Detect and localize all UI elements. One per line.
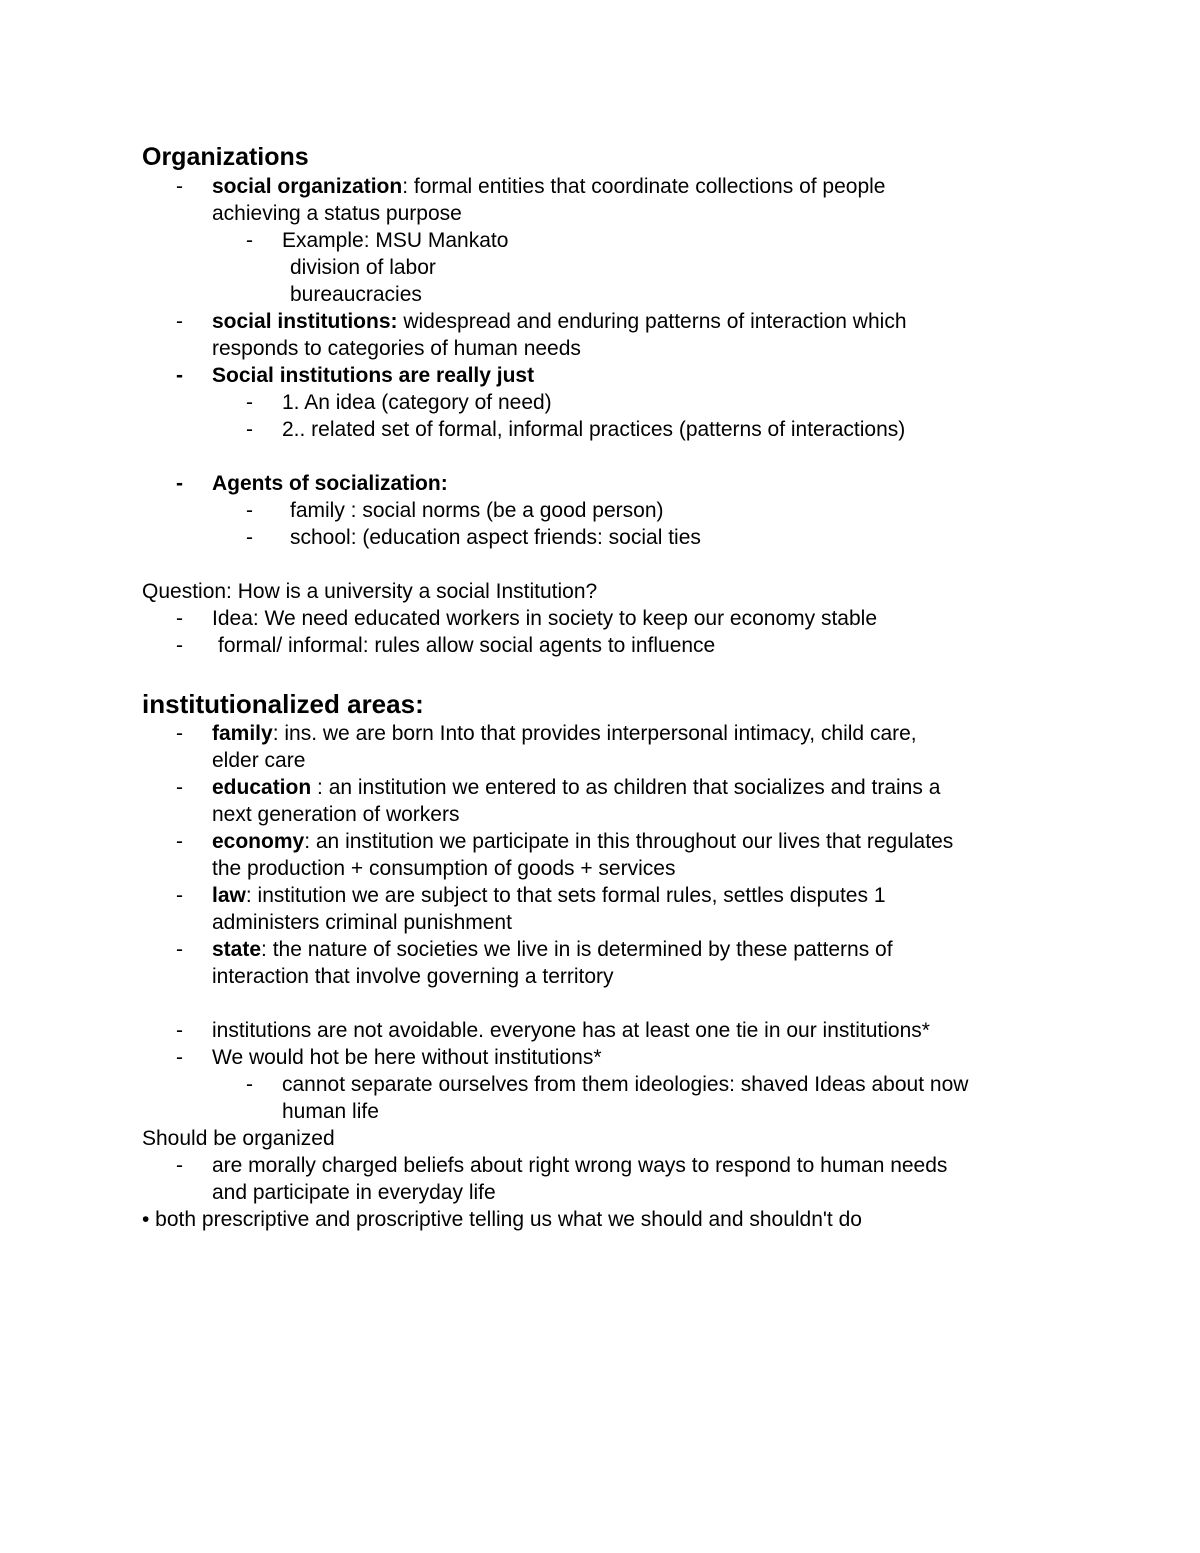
cont-area-education: next generation of workers <box>212 803 460 826</box>
def-area: : institution we are subject to that sets formal rules, settles disputes 1 <box>245 884 886 907</box>
def-social-institutions: widespread and enduring patterns of interaction which <box>397 310 907 333</box>
dash-bullet: - <box>176 1046 183 1069</box>
term-area: law <box>212 884 246 907</box>
heading-organizations: Organizations <box>142 143 309 171</box>
dash-bullet: - <box>246 418 253 441</box>
item-really-just <box>142 362 1062 389</box>
both-prescriptive: • both prescriptive and proscriptive telling us what we should and shouldn't do <box>142 1208 862 1231</box>
dash-bullet: - <box>176 607 183 630</box>
term-social-organization: social organization <box>212 175 403 198</box>
spacer <box>142 659 1062 689</box>
cont-area-family: elder care <box>212 749 306 772</box>
item-area-law <box>142 882 1062 909</box>
term-area: state <box>212 938 262 961</box>
dash-bullet: - <box>176 175 183 198</box>
item-related <box>142 416 1062 443</box>
item-would-not <box>142 1044 1062 1071</box>
question-line: Question: How is a university a social Institution? <box>142 580 598 603</box>
item-social-organization <box>142 173 1062 200</box>
dash-bullet: - <box>176 1154 183 1177</box>
cont-area-state: interaction that involve governing a territory <box>212 965 614 988</box>
dash-bullet: - <box>176 884 183 907</box>
item-area-family <box>142 720 1062 747</box>
item-area-state <box>142 936 1062 963</box>
cont-area-law: administers criminal punishment <box>212 911 512 934</box>
dash-bullet: - <box>176 472 183 495</box>
def-area: : an institution we entered to as children that socializes and trains a <box>311 776 941 799</box>
spacer <box>142 551 1062 578</box>
cont-social-institutions: responds to categories of human needs <box>212 337 581 360</box>
item-cannot-separate <box>142 1071 1062 1098</box>
notes-content <box>142 142 1062 1233</box>
not-avoidable-text: institutions are not avoidable. everyone has at least one tie in our institutions* <box>212 1019 930 1042</box>
term-area: economy <box>212 830 305 853</box>
really-just-text: Social institutions are really just <box>212 364 535 387</box>
item-example <box>142 227 1062 254</box>
example-bureaucracies: bureaucracies <box>290 283 422 306</box>
dash-bullet: - <box>176 1019 183 1042</box>
def-area: : ins. we are born Into that provides interpersonal intimacy, child care, <box>272 722 917 745</box>
school-agent-text: school: (education aspect friends: social ties <box>290 526 701 549</box>
term-area: education <box>212 776 312 799</box>
example-division: division of labor <box>290 256 436 279</box>
would-not-text: We would hot be here without institutions* <box>212 1046 602 1069</box>
spacer <box>142 990 1062 1017</box>
term-area: family <box>212 722 273 745</box>
dash-bullet: - <box>246 1073 253 1096</box>
item-idea <box>142 389 1062 416</box>
item-social-institutions <box>142 308 1062 335</box>
item-school-agent <box>142 524 1062 551</box>
cont-area-economy: the production + consumption of goods + services <box>212 857 676 880</box>
item-question-formal <box>142 632 1062 659</box>
cannot-separate-text: cannot separate ourselves from them ideologies: shaved Ideas about now <box>282 1073 969 1096</box>
dash-bullet: - <box>246 526 253 549</box>
related-text: 2.. related set of formal, informal practices (patterns of interactions) <box>282 418 906 441</box>
dash-bullet: - <box>176 364 183 387</box>
dash-bullet: - <box>176 310 183 333</box>
agents-text: Agents of socialization: <box>212 472 448 495</box>
dash-bullet: - <box>176 722 183 745</box>
item-question-idea <box>142 605 1062 632</box>
item-family-agent <box>142 497 1062 524</box>
spacer <box>142 443 1062 470</box>
item-not-avoidable <box>142 1017 1062 1044</box>
def-area: : the nature of societies we live in is determined by these patterns of <box>261 938 893 961</box>
item-morally-charged <box>142 1152 1062 1179</box>
dash-bullet: - <box>246 499 253 522</box>
heading-institutionalized-areas: institutionalized areas: <box>142 689 424 719</box>
dash-bullet: - <box>176 776 183 799</box>
item-area-economy <box>142 828 1062 855</box>
term-social-institutions: social institutions: <box>212 310 398 333</box>
example-text: Example: MSU Mankato <box>282 229 509 252</box>
dash-bullet: - <box>246 229 253 252</box>
item-agents <box>142 470 1062 497</box>
cont-cannot-separate: human life <box>282 1100 379 1123</box>
question-idea-text: Idea: We need educated workers in society to keep our economy stable <box>212 607 877 630</box>
cont-morally-charged: and participate in everyday life <box>212 1181 496 1204</box>
question-formal-text: formal/ informal: rules allow social agents to influence <box>218 634 716 657</box>
dash-bullet: - <box>246 391 253 414</box>
should-be-organized: Should be organized <box>142 1127 335 1150</box>
dash-bullet: - <box>176 634 183 657</box>
dash-bullet: - <box>176 830 183 853</box>
morally-charged-text: are morally charged beliefs about right wrong ways to respond to human needs <box>212 1154 948 1177</box>
family-agent-text: family : social norms (be a good person) <box>290 499 664 522</box>
idea-text: 1. An idea (category of need) <box>282 391 552 414</box>
def-social-organization: : formal entities that coordinate collections of people <box>402 175 886 198</box>
dash-bullet: - <box>176 938 183 961</box>
def-area: : an institution we participate in this throughout our lives that regulates <box>304 830 954 853</box>
item-area-education <box>142 774 1062 801</box>
cont-social-organization: achieving a status purpose <box>212 202 462 225</box>
